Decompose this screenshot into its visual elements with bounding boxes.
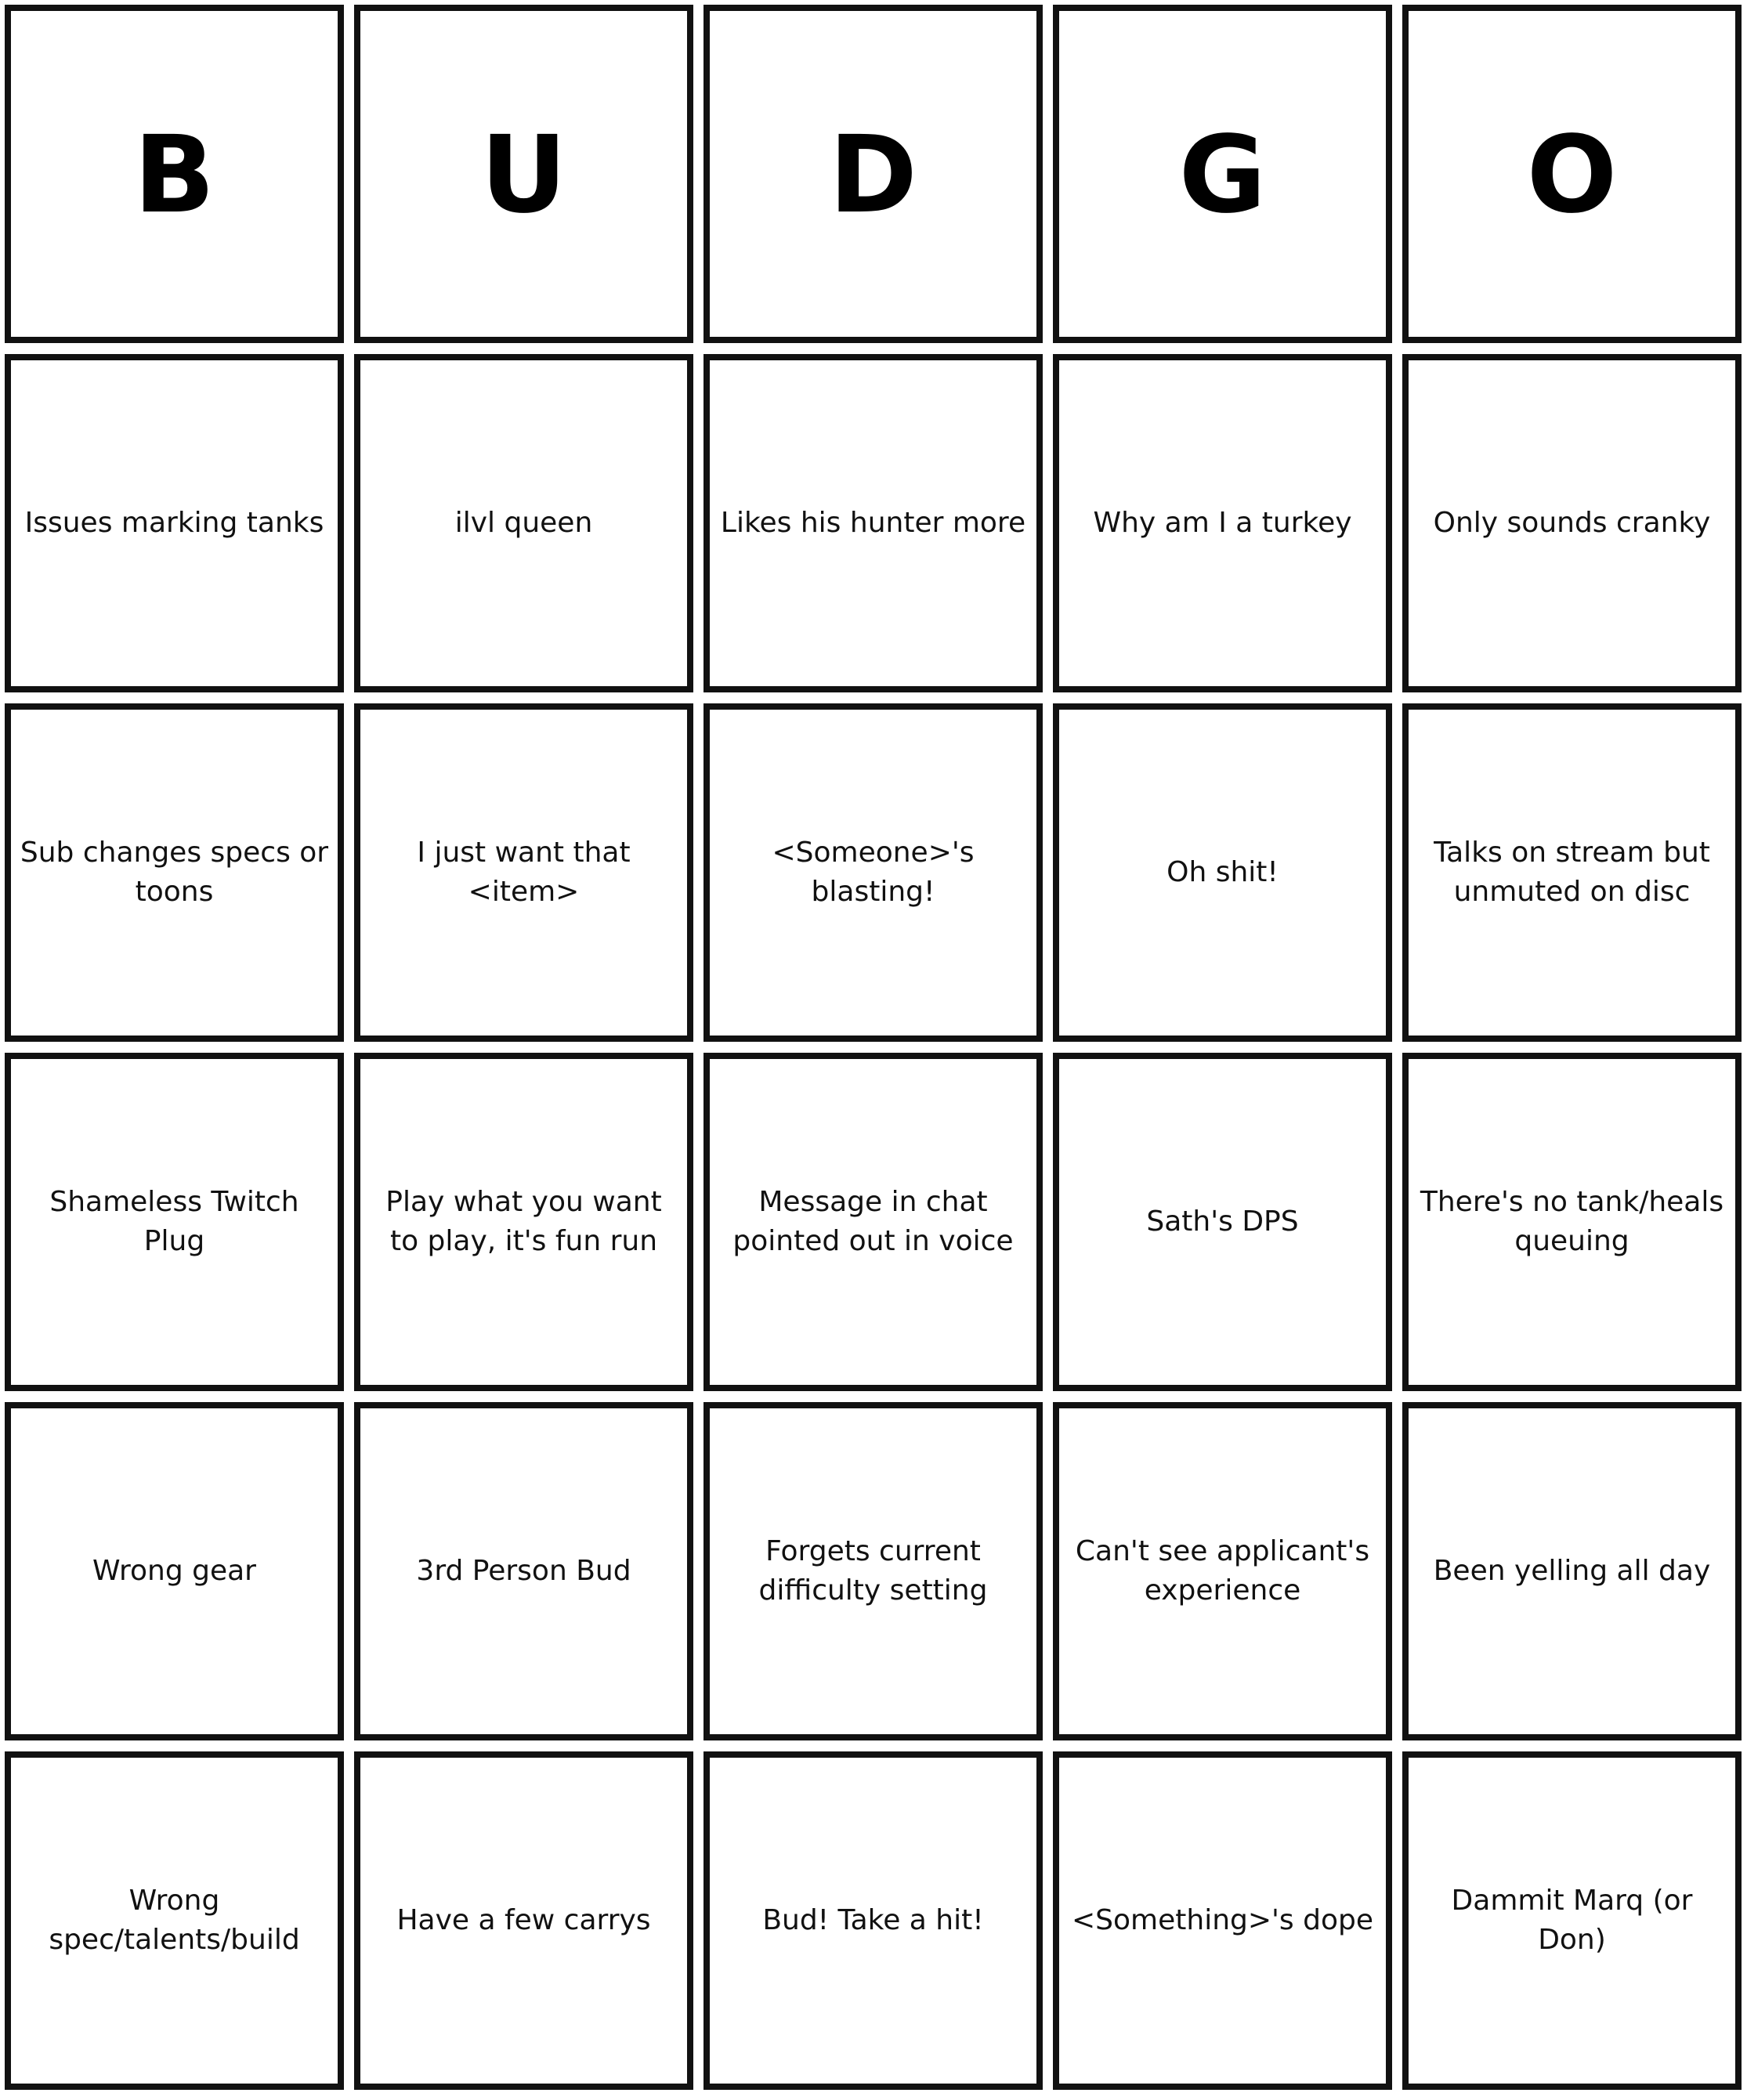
square-label: Talks on stream but unmuted on disc <box>1434 837 1710 908</box>
bingo-square[interactable] <box>5 1053 344 1391</box>
square-label: <Someone>'s blasting! <box>772 837 975 908</box>
square-label: Wrong gear <box>92 1555 256 1587</box>
square-label: ilvl queen <box>454 507 593 539</box>
bingo-square[interactable] <box>704 1402 1043 1740</box>
bingo-square[interactable] <box>5 703 344 1042</box>
bingo-square[interactable] <box>1053 1402 1392 1740</box>
header-cell-b <box>5 5 344 343</box>
bingo-square[interactable] <box>5 1402 344 1740</box>
square-label: Message in chat pointed out in voice <box>732 1186 1014 1257</box>
square-label: Oh shit! <box>1166 856 1279 888</box>
bingo-square[interactable] <box>704 354 1043 692</box>
bingo-square[interactable] <box>1402 1751 1742 2090</box>
header-letter: D <box>829 114 917 237</box>
square-label: Forgets current difficulty setting <box>758 1535 988 1607</box>
bingo-square[interactable] <box>704 1751 1043 2090</box>
square-label: 3rd Person Bud <box>416 1555 631 1587</box>
bingo-square[interactable] <box>1053 1053 1392 1391</box>
bingo-square[interactable] <box>704 1053 1043 1391</box>
square-label: Likes his hunter more <box>720 507 1026 539</box>
square-label: Play what you want to play, it's fun run <box>385 1186 662 1257</box>
square-label: Shameless Twitch Plug <box>49 1186 299 1257</box>
header-letter: B <box>133 114 215 237</box>
bingo-square[interactable] <box>1402 703 1742 1042</box>
header-letter: O <box>1526 114 1618 237</box>
bingo-square[interactable] <box>5 1751 344 2090</box>
square-label: Dammit Marq (or Don) <box>1451 1885 1693 1956</box>
header-cell-d <box>704 5 1043 343</box>
square-label: I just want that <item> <box>417 837 631 908</box>
bingo-square[interactable] <box>1053 1751 1392 2090</box>
square-label: Why am I a turkey <box>1093 507 1352 539</box>
bingo-square[interactable] <box>1402 1053 1742 1391</box>
bingo-square[interactable] <box>5 354 344 692</box>
bingo-square[interactable] <box>1402 1402 1742 1740</box>
header-letter: G <box>1178 114 1267 237</box>
header-letter: U <box>480 114 567 237</box>
header-cell-o <box>1402 5 1742 343</box>
square-label: Sub changes specs or toons <box>20 837 329 908</box>
header-cell-g <box>1053 5 1392 343</box>
square-label: Sath's DPS <box>1146 1205 1299 1238</box>
square-label: Can't see applicant's experience <box>1075 1535 1370 1607</box>
header-cell-u <box>354 5 693 343</box>
square-label: <Something>'s dope <box>1072 1904 1373 1936</box>
bingo-square[interactable] <box>1053 354 1392 692</box>
square-label: Bud! Take a hit! <box>762 1904 984 1936</box>
bingo-square[interactable] <box>354 354 693 692</box>
square-label: Been yelling all day <box>1433 1555 1711 1587</box>
square-label: Only sounds cranky <box>1433 507 1711 539</box>
bingo-square[interactable] <box>354 703 693 1042</box>
square-label: Issues marking tanks <box>24 507 324 539</box>
bingo-square[interactable] <box>354 1053 693 1391</box>
bingo-square[interactable] <box>704 703 1043 1042</box>
bingo-square[interactable] <box>1053 703 1392 1042</box>
square-label: Wrong spec/talents/build <box>49 1885 300 1956</box>
square-label: There's no tank/heals queuing <box>1420 1186 1724 1257</box>
square-label: Have a few carrys <box>396 1904 651 1936</box>
bingo-square[interactable] <box>1402 354 1742 692</box>
bingo-square[interactable] <box>354 1402 693 1740</box>
bingo-square[interactable] <box>354 1751 693 2090</box>
